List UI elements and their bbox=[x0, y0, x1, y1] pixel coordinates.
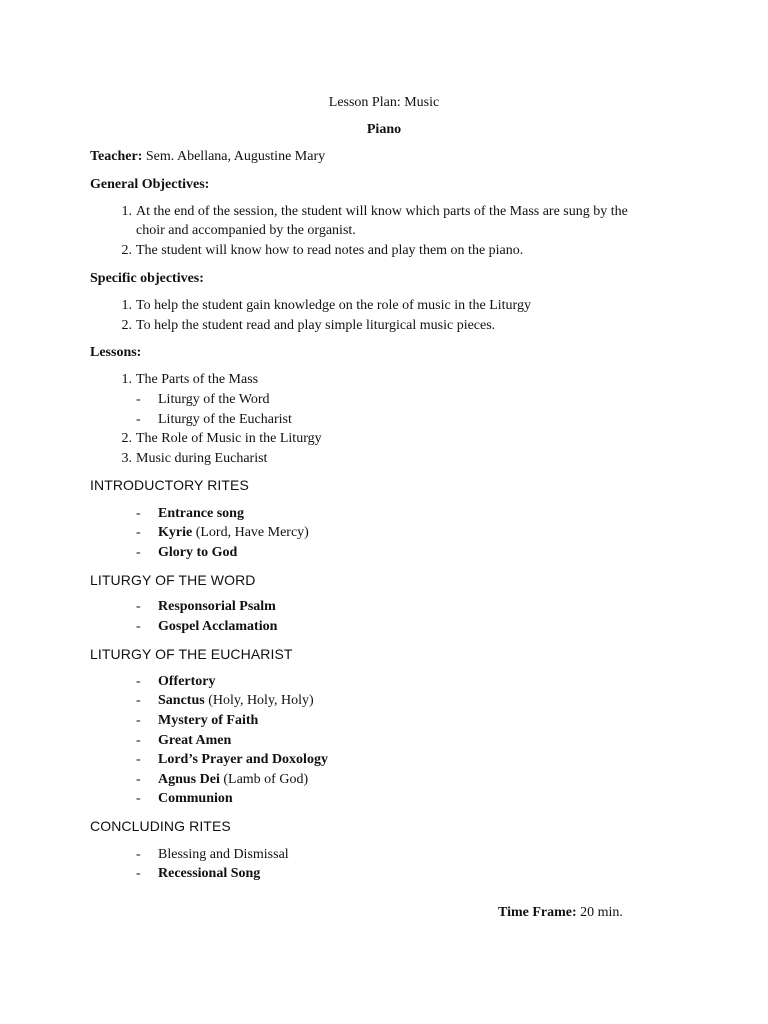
document-title: Lesson Plan: Music bbox=[328, 95, 440, 110]
list-item: 3. Music during Eucharist bbox=[121, 451, 268, 466]
rite-item: - Great Amen bbox=[136, 733, 232, 748]
rite-item: - Mystery of Faith bbox=[136, 713, 259, 728]
rite-item: - Blessing and Dismissal bbox=[136, 847, 289, 862]
rite-item: - Entrance song bbox=[136, 506, 244, 521]
list-item-continuation: choir and accompanied by the organist. bbox=[136, 223, 356, 238]
teacher-label: Teacher: bbox=[90, 149, 143, 164]
time-frame bbox=[498, 904, 623, 922]
rite-item: - Recessional Song bbox=[136, 866, 261, 881]
list-subitem: - Liturgy of the Word bbox=[136, 392, 270, 407]
section-heading-concluding-rites: CONCLUDING RITES bbox=[90, 818, 231, 834]
list-item: 2. The Role of Music in the Liturgy bbox=[121, 431, 322, 446]
lessons-heading: Lessons: bbox=[90, 345, 142, 360]
section-heading-introductory-rites: INTRODUCTORY RITES bbox=[90, 477, 249, 493]
rite-item: - Kyrie (Lord, Have Mercy) bbox=[136, 525, 309, 540]
document-subtitle: Piano bbox=[366, 122, 402, 137]
rite-item: - Gospel Acclamation bbox=[136, 619, 278, 634]
section-heading-liturgy-of-the-eucharist: LITURGY OF THE EUCHARIST bbox=[90, 646, 293, 662]
rite-item: - Lord’s Prayer and Doxology bbox=[136, 752, 328, 767]
rite-item: - Glory to God bbox=[136, 545, 238, 560]
time-frame-value: 20 min. bbox=[576, 905, 623, 920]
time-frame-label: Time Frame: bbox=[498, 905, 577, 920]
general-objectives-heading: General Objectives: bbox=[90, 177, 210, 192]
list-item: 1. The Parts of the Mass bbox=[121, 372, 259, 387]
teacher-value: Sem. Abellana, Augustine Mary bbox=[145, 149, 326, 164]
rite-item: - Agnus Dei (Lamb of God) bbox=[136, 772, 309, 787]
section-heading-liturgy-of-the-word: LITURGY OF THE WORD bbox=[90, 572, 256, 588]
specific-objectives-heading: Specific objectives: bbox=[90, 271, 204, 286]
list-item: 1. To help the student gain knowledge on the role of music in the Liturgy bbox=[121, 298, 531, 313]
rite-item: - Communion bbox=[136, 791, 233, 806]
rite-item: - Sanctus (Holy, Holy, Holy) bbox=[136, 693, 314, 708]
rite-item: - Offertory bbox=[136, 674, 216, 689]
rite-item: - Responsorial Psalm bbox=[136, 599, 276, 614]
list-item: 2. The student will know how to read notes and play them on the piano. bbox=[121, 243, 524, 258]
list-subitem: - Liturgy of the Eucharist bbox=[136, 412, 292, 427]
list-item: 1. At the end of the session, the student will know which parts of the Mass are sung by the bbox=[121, 204, 628, 219]
list-item: 2. To help the student read and play simple liturgical music pieces. bbox=[121, 318, 496, 333]
teacher-line bbox=[90, 148, 325, 166]
